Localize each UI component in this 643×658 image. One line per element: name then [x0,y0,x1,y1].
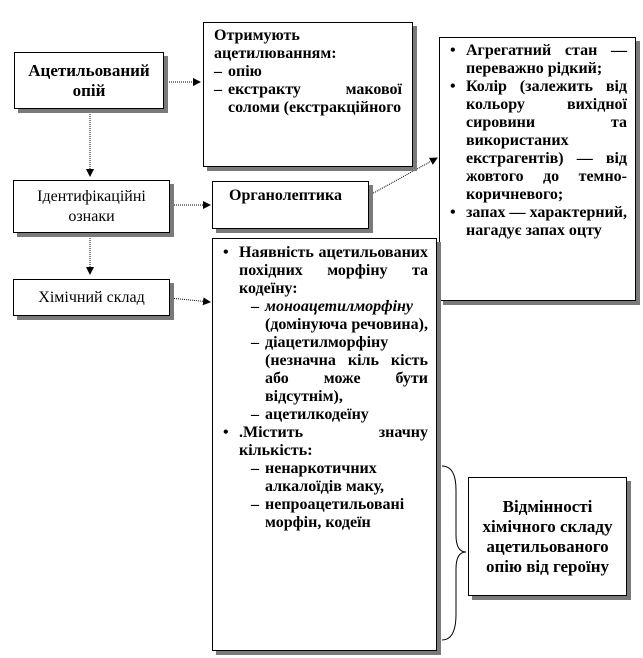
chemical-label: Хімічний склад [38,288,145,306]
differences-label: Відмінності хімічного складу ацетильованого опію від героїну [482,496,613,576]
prop-color: • Колір (залежить від кольору вихідної сировини та використаних екстрагентів) — від жовтого до темно-коричневого; [448,78,627,204]
composition-nonacetylated: – непроацетильовані морфін, кодеїн [221,496,428,532]
obtaining-item-extract: – екстракту макової соломи (екстракційного [214,81,402,117]
prop-aggregate: • Агрегатний стан — переважно рідкий; [448,42,627,78]
composition-contains: • .Містить значну кількість: [221,424,428,460]
composition-box [212,238,437,651]
organoleptic-box [212,181,369,229]
arrow-chemical-composition [170,298,210,302]
brace [442,466,466,640]
identification-box [13,180,170,233]
composition-presence: • Наявність ацетильованих похідних морфіну та кодеїну: [221,244,428,298]
organoleptic-props-box [439,37,636,301]
chemical-box [13,279,170,316]
organoleptic-label: Органолептика [229,187,342,204]
composition-mono-rest: (домінуюча речовина), [265,316,428,333]
composition-acetylcodeine: – ацетилкодеїну [221,406,428,424]
obtaining-box [203,22,413,167]
composition-di: – діацетилморфіну (незначна кіль кість або може бути відсутнім), [221,334,428,406]
composition-mono-em: моноацетилморфіну [265,298,414,315]
differences-box [468,477,627,596]
prop-smell: • запах — характерний, нагадує запах оцту [448,204,627,240]
obtaining-title: Отримують ацетилюванням: [214,27,337,62]
heroin-label: Ацетильований опій [28,60,150,100]
composition-mono: – моноацетилморфіну (домінуюча речовина), [251,298,428,333]
identification-label: Ідентифікаційні ознаки [37,187,146,225]
heroin-box [14,52,164,109]
obtaining-item-opium: – опію [214,63,402,81]
composition-nonnarcotic: – ненаркотичних алкалоїдів маку, [221,460,428,496]
